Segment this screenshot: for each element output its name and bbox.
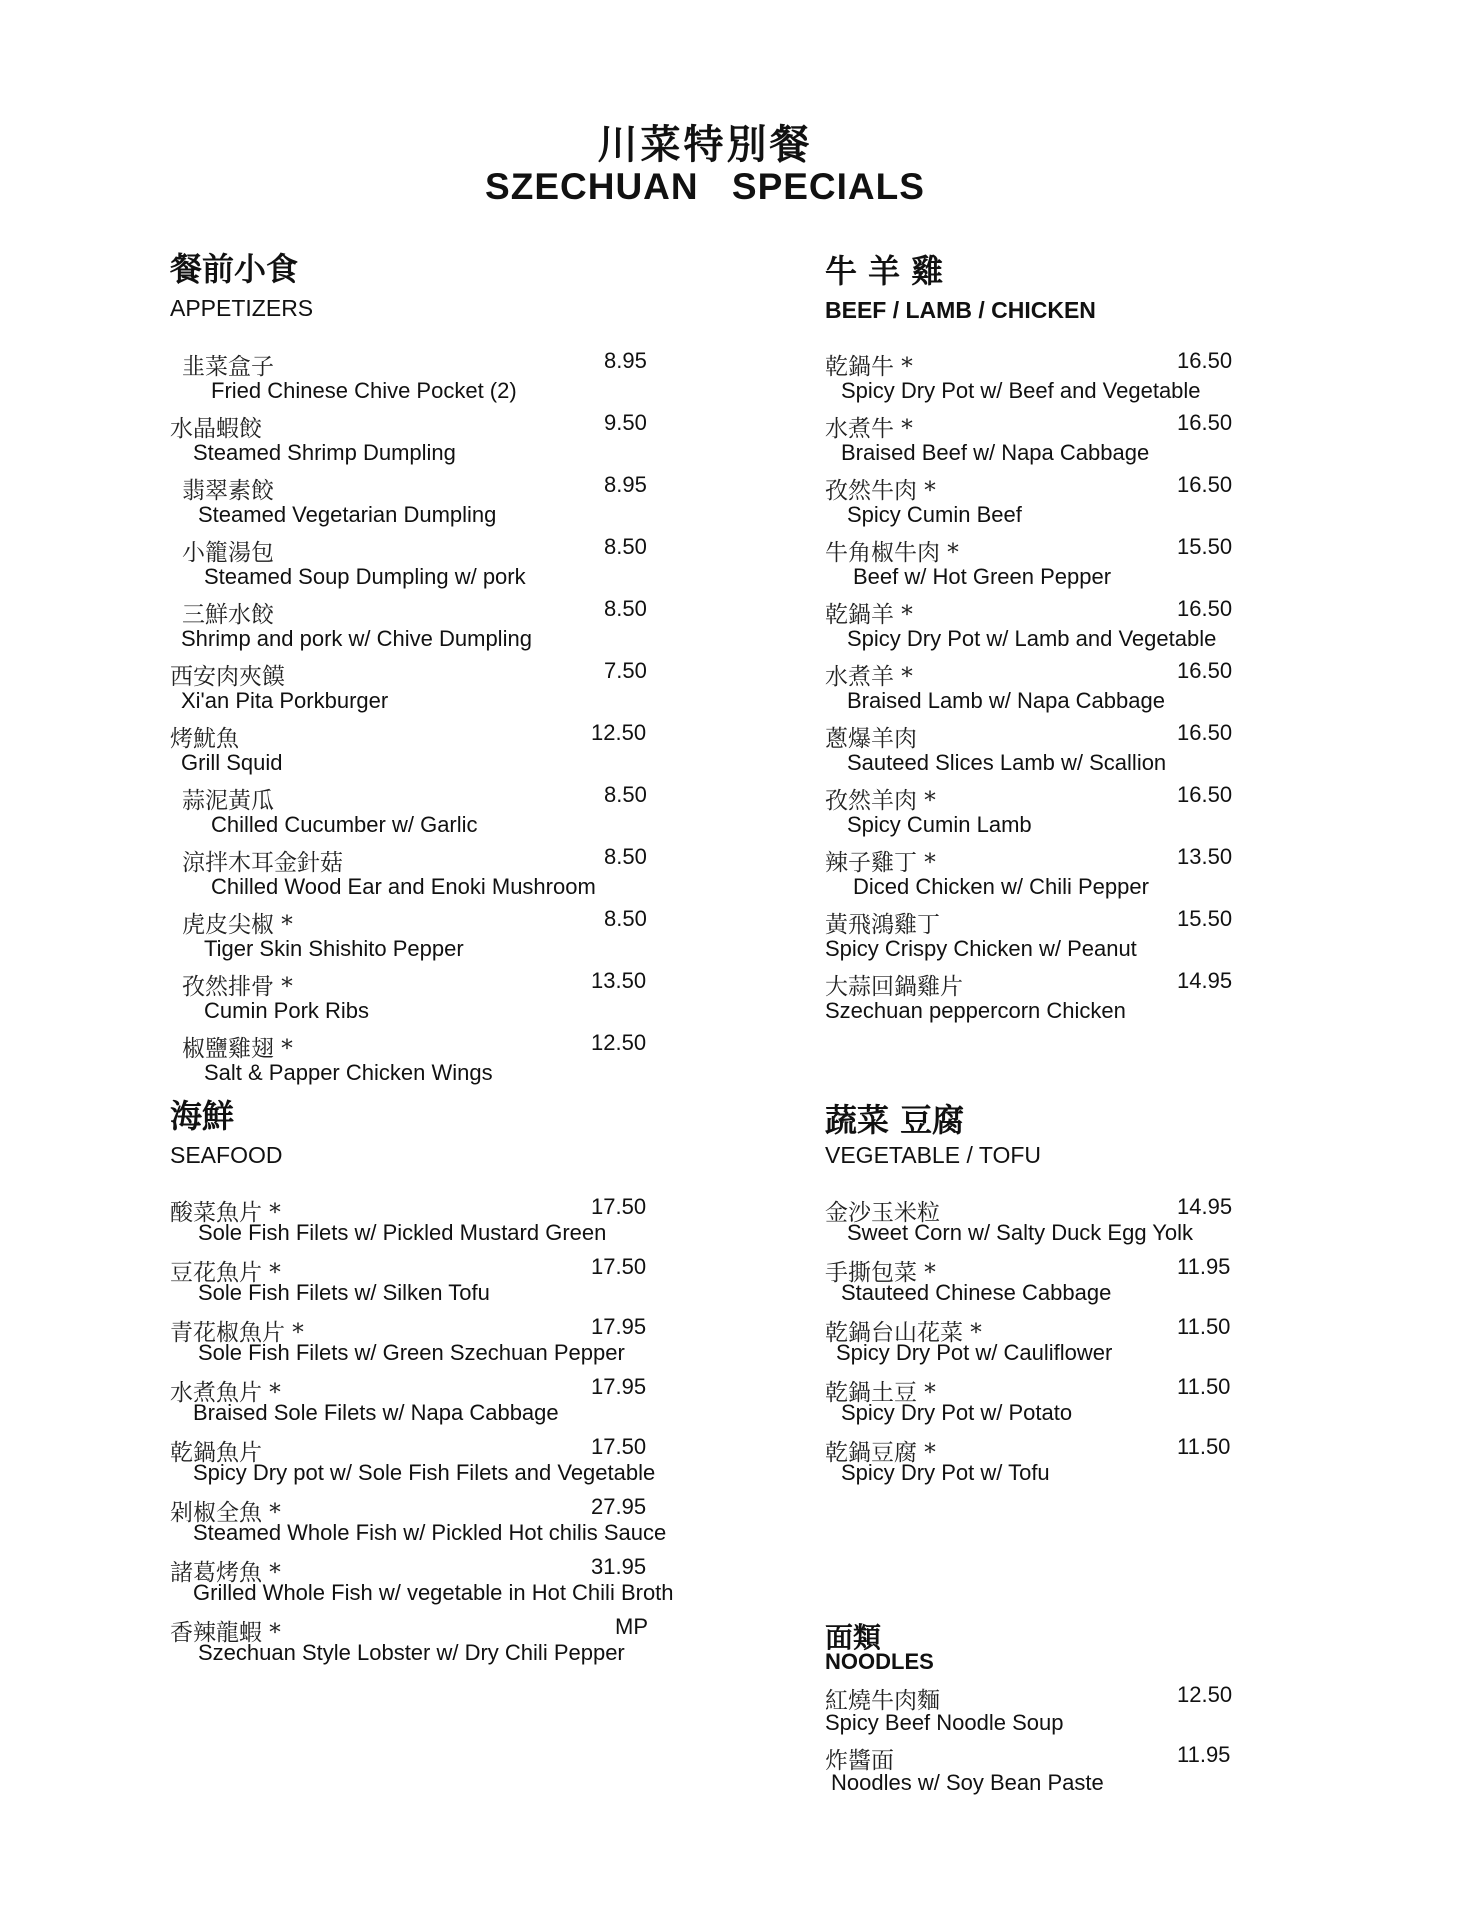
item-name-en: Spicy Crispy Chicken w/ Peanut (825, 936, 1137, 961)
menu-title-english: SZECHUAN SPECIALS (485, 166, 925, 207)
item-name-zh: 涼拌木耳金針菇 (182, 850, 343, 876)
item-name-zh: 香辣龍蝦 * (170, 1620, 281, 1646)
item-name-zh: 乾鍋羊 * (825, 602, 913, 628)
noodles-heading-zh: 面類 (825, 1621, 882, 1654)
item-name-zh: 水晶蝦餃 (170, 416, 262, 442)
item-price: 15.50 (1177, 534, 1233, 559)
item-name-zh: 青花椒魚片 * (170, 1320, 304, 1346)
item-price: 16.50 (1177, 410, 1233, 435)
item-name-zh: 水煮牛 * (825, 416, 913, 442)
item-name-en: Salt & Papper Chicken Wings (204, 1060, 493, 1085)
item-name-zh: 黃飛鴻雞丁 (825, 912, 940, 938)
item-name-zh: 紅燒牛肉麵 (825, 1688, 940, 1714)
item-price: 9.50 (604, 410, 647, 435)
item-name-en: Spicy Dry pot w/ Sole Fish Filets and Vegetable (193, 1460, 656, 1485)
beef-heading-en: BEEF / LAMB / CHICKEN (825, 297, 1096, 323)
item-name-en: Sole Fish Filets w/ Pickled Mustard Green (198, 1220, 607, 1245)
item-name-en: Spicy Beef Noodle Soup (825, 1710, 1064, 1735)
item-name-zh: 乾鍋豆腐 * (825, 1440, 936, 1466)
item-name-en: Steamed Whole Fish w/ Pickled Hot chilis Sauce (193, 1520, 667, 1545)
item-name-zh: 烤魷魚 (170, 726, 239, 752)
item-name-en: Spicy Dry Pot w/ Tofu (841, 1460, 1050, 1485)
item-price: 12.50 (591, 720, 647, 745)
item-price: 16.50 (1177, 658, 1233, 683)
item-name-zh: 大蒜回鍋雞片 (825, 974, 963, 1000)
item-name-en: Grill Squid (181, 750, 283, 775)
noodles-heading-en: NOODLES (825, 1649, 934, 1674)
vegetable-heading-zh: 蔬菜 豆腐 (825, 1101, 965, 1139)
item-name-zh: 孜然羊肉 * (825, 788, 936, 814)
item-name-zh: 乾鍋土豆 * (825, 1380, 936, 1406)
item-name-en: Sweet Corn w/ Salty Duck Egg Yolk (847, 1220, 1194, 1245)
item-name-en: Spicy Dry Pot w/ Beef and Vegetable (841, 378, 1201, 403)
item-name-zh: 手撕包菜 * (825, 1260, 936, 1286)
beef-heading-zh: 牛 羊 雞 (825, 252, 944, 290)
item-name-zh: 蔥爆羊肉 (825, 726, 917, 752)
vegetable-heading-en: VEGETABLE / TOFU (825, 1142, 1042, 1168)
item-name-en: Cumin Pork Ribs (204, 998, 370, 1023)
item-name-zh: 炸醬面 (825, 1748, 894, 1774)
item-price: 16.50 (1177, 348, 1233, 373)
item-name-en: Stauteed Chinese Cabbage (841, 1280, 1112, 1305)
item-price: 16.50 (1177, 596, 1233, 621)
item-price: 11.50 (1177, 1314, 1231, 1339)
item-name-en: Braised Lamb w/ Napa Cabbage (847, 688, 1165, 713)
item-price: 11.95 (1177, 1742, 1231, 1767)
item-price: MP (615, 1614, 648, 1639)
item-name-zh: 乾鍋台山花菜 * (825, 1320, 982, 1346)
item-price: 8.50 (604, 782, 647, 807)
item-name-en: Sole Fish Filets w/ Silken Tofu (198, 1280, 490, 1305)
item-name-en: Spicy Cumin Lamb (847, 812, 1032, 837)
item-name-zh: 豆花魚片 * (170, 1260, 281, 1286)
item-name-en: Chilled Wood Ear and Enoki Mushroom (211, 874, 596, 899)
item-name-zh: 金沙玉米粒 (825, 1200, 940, 1226)
item-name-en: Spicy Dry Pot w/ Lamb and Vegetable (847, 626, 1217, 651)
item-name-en: Sauteed Slices Lamb w/ Scallion (847, 750, 1167, 775)
item-name-zh: 孜然牛肉 * (825, 478, 936, 504)
item-name-en: Spicy Dry Pot w/ Cauliflower (836, 1340, 1113, 1365)
item-name-en: Steamed Soup Dumpling w/ pork (204, 564, 526, 589)
item-name-en: Beef w/ Hot Green Pepper (853, 564, 1112, 589)
item-name-en: Spicy Dry Pot w/ Potato (841, 1400, 1073, 1425)
item-price: 13.50 (591, 968, 647, 993)
item-price: 13.50 (1177, 844, 1233, 869)
item-price: 12.50 (591, 1030, 647, 1055)
item-price: 11.50 (1177, 1374, 1231, 1399)
item-price: 8.95 (604, 472, 647, 497)
item-price: 12.50 (1177, 1682, 1233, 1707)
item-name-en: Szechuan Style Lobster w/ Dry Chili Pepper (198, 1640, 625, 1665)
item-price: 8.95 (604, 348, 647, 373)
item-price: 17.50 (591, 1434, 647, 1459)
seafood-heading-zh: 海鮮 (170, 1097, 235, 1135)
item-name-en: Chilled Cucumber w/ Garlic (211, 812, 478, 837)
item-name-zh: 酸菜魚片 * (170, 1200, 281, 1226)
item-price: 14.95 (1177, 968, 1233, 993)
menu-title-chinese: 川菜特別餐 (597, 121, 813, 168)
item-price: 11.95 (1177, 1254, 1231, 1279)
item-name-en: Braised Sole Filets w/ Napa Cabbage (193, 1400, 559, 1425)
item-price: 31.95 (591, 1554, 647, 1579)
item-name-zh: 西安肉夾饃 (170, 664, 285, 690)
item-price: 17.50 (591, 1194, 647, 1219)
item-name-en: Spicy Cumin Beef (847, 502, 1022, 527)
item-name-zh: 三鮮水餃 (182, 602, 274, 628)
item-price: 8.50 (604, 844, 647, 869)
item-name-en: Steamed Shrimp Dumpling (193, 440, 456, 465)
item-name-en: Szechuan peppercorn Chicken (825, 998, 1126, 1023)
item-price: 27.95 (591, 1494, 647, 1519)
item-name-en: Grilled Whole Fish w/ vegetable in Hot Chili Broth (193, 1580, 674, 1605)
item-price: 17.95 (591, 1374, 647, 1399)
item-price: 8.50 (604, 906, 647, 931)
item-price: 15.50 (1177, 906, 1233, 931)
item-name-zh: 乾鍋魚片 (170, 1440, 262, 1466)
appetizers-heading-en: APPETIZERS (170, 295, 314, 321)
appetizers-heading-zh: 餐前小食 (170, 250, 299, 288)
item-price: 17.50 (591, 1254, 647, 1279)
item-name-en: Tiger Skin Shishito Pepper (204, 936, 464, 961)
item-name-zh: 蒜泥黃瓜 (182, 788, 274, 814)
item-name-en: Braised Beef w/ Napa Cabbage (841, 440, 1150, 465)
item-price: 16.50 (1177, 720, 1233, 745)
item-name-en: Shrimp and pork w/ Chive Dumpling (181, 626, 532, 651)
item-name-zh: 韭菜盒子 (182, 354, 274, 380)
item-name-zh: 乾鍋牛 * (825, 354, 913, 380)
item-name-zh: 孜然排骨 * (182, 974, 293, 1000)
item-name-zh: 諸葛烤魚 * (170, 1560, 281, 1586)
item-name-en: Diced Chicken w/ Chili Pepper (853, 874, 1149, 899)
item-name-zh: 牛角椒牛肉 * (825, 540, 959, 566)
item-name-zh: 辣子雞丁 * (825, 850, 936, 876)
item-price: 7.50 (604, 658, 647, 683)
item-price: 14.95 (1177, 1194, 1233, 1219)
item-price: 8.50 (604, 596, 647, 621)
item-name-en: Sole Fish Filets w/ Green Szechuan Pepper (198, 1340, 625, 1365)
item-name-zh: 小籠湯包 (182, 540, 274, 566)
item-name-zh: 虎皮尖椒 * (182, 912, 293, 938)
item-name-en: Steamed Vegetarian Dumpling (198, 502, 497, 527)
item-name-zh: 水煮羊 * (825, 664, 913, 690)
item-name-en: Fried Chinese Chive Pocket (2) (211, 378, 517, 403)
item-price: 17.95 (591, 1314, 647, 1339)
item-name-zh: 椒鹽雞翅 * (182, 1036, 293, 1062)
item-name-en: Noodles w/ Soy Bean Paste (831, 1770, 1104, 1795)
item-name-en: Xi'an Pita Porkburger (181, 688, 389, 713)
seafood-heading-en: SEAFOOD (170, 1142, 283, 1168)
item-name-zh: 剁椒全魚 * (170, 1500, 281, 1526)
item-price: 16.50 (1177, 782, 1233, 807)
item-price: 16.50 (1177, 472, 1233, 497)
item-price: 8.50 (604, 534, 647, 559)
item-name-zh: 翡翠素餃 (182, 478, 274, 504)
item-price: 11.50 (1177, 1434, 1231, 1459)
item-name-zh: 水煮魚片 * (170, 1380, 281, 1406)
